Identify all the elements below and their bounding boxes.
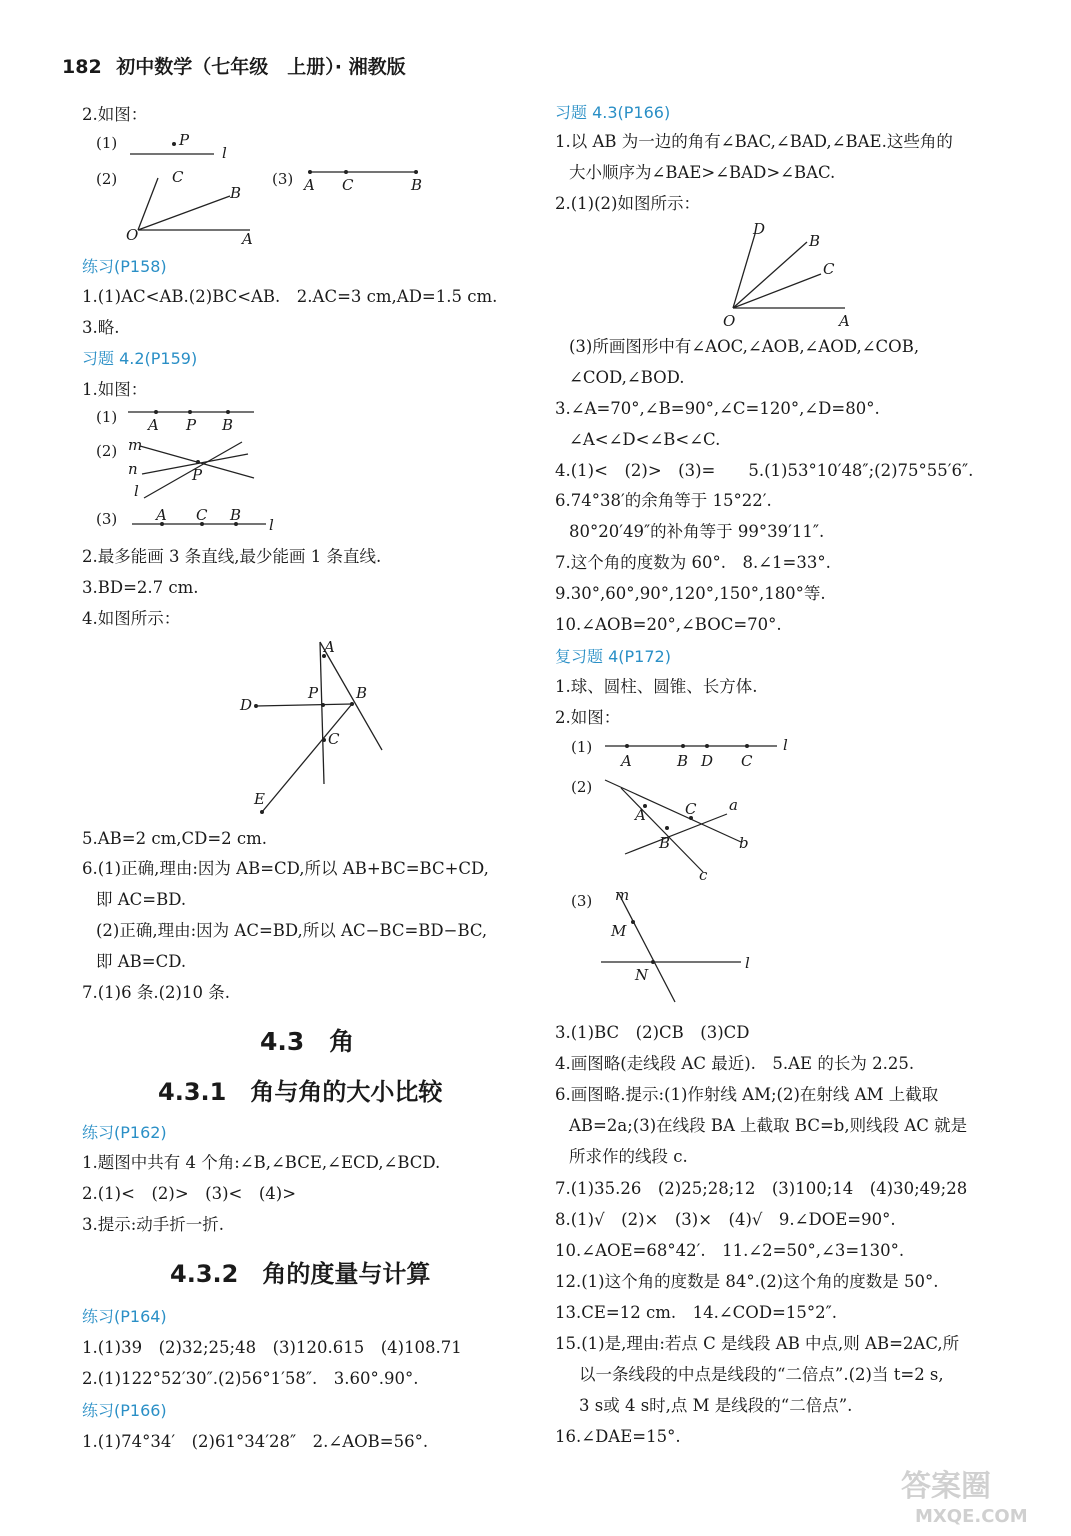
ex42-3: 3.BD=2.7 cm. <box>82 578 199 597</box>
fig3-a: A <box>324 638 335 656</box>
rev-8: 8.(1)√ (2)× (3)× (4)√ 9.∠DOE=90°. <box>555 1210 896 1229</box>
ex42-6d: 即 AB=CD. <box>96 952 187 971</box>
book-title: 初中数学（七年级 上册）· 湘教版 <box>116 56 406 78</box>
ex43-7: 7.这个角的度数为 60°. 8.∠1=33°. <box>555 553 831 572</box>
ex43-2d: ∠COD,∠BOD. <box>569 368 685 387</box>
fig5-c: C <box>741 752 753 770</box>
fig2-l: l <box>134 482 139 500</box>
section-p158: 练习(P158) <box>82 257 167 276</box>
page-number: 182 <box>62 56 102 78</box>
section-ex42: 习题 4.2(P159) <box>82 349 198 368</box>
ex43-4: 4.(1)< (2)> (3)= 5.(1)53°10′48″;(2)75°55′6″. <box>555 461 974 480</box>
ex42-2: 2.最多能画 3 条直线,最少能画 1 条直线. <box>82 547 382 566</box>
fig3-p: P <box>308 684 319 702</box>
rev-15a: 15.(1)是,理由:若点 C 是线段 AB 中点,则 AB=2AC,所 <box>555 1334 960 1353</box>
fig3-d: D <box>240 696 253 714</box>
rev-15c: 3 s或 4 s时,点 M 是线段的“二倍点”. <box>579 1396 853 1415</box>
ex43-1b: 大小顺序为∠BAE>∠BAD>∠BAC. <box>569 163 836 182</box>
ex43-3a: 3.∠A=70°,∠B=90°,∠C=120°,∠D=80°. <box>555 399 880 418</box>
fig5-2-line-a: a <box>729 796 738 814</box>
heading-4-3: 4.3 角 <box>260 1027 355 1056</box>
heading-4-3-1: 4.3.1 角与角的大小比较 <box>158 1078 443 1106</box>
fig2-a: A <box>148 416 159 434</box>
fig2-label-2: (2) <box>96 442 118 460</box>
rev-16: 16.∠DAE=15°. <box>555 1427 681 1446</box>
ex43-9: 9.30°,60°,90°,120°,150°,180°等. <box>555 584 826 603</box>
fig1-point-c: C <box>172 168 184 186</box>
ex43-6b: 80°20′49″的补角等于 99°39′11″. <box>569 522 825 541</box>
p158-1: 1.(1)AC<AB.(2)BC<AB. 2.AC=3 cm,AD=1.5 cm. <box>82 287 498 306</box>
fig2-n: n <box>128 460 138 478</box>
fig5-b: B <box>677 752 689 770</box>
fig2-3-c: C <box>196 506 208 524</box>
fig2-p2: P <box>192 466 203 484</box>
fig2-b: B <box>222 416 234 434</box>
figure-ex42-1 <box>82 402 382 542</box>
section-p162: 练习(P162) <box>82 1123 167 1142</box>
fig1-3-b: B <box>411 176 423 194</box>
fig1-label-3: (3) <box>272 170 294 188</box>
fig5-label-3: (3) <box>571 892 593 910</box>
fig2-label-1: (1) <box>96 408 118 426</box>
section-p166: 练习(P166) <box>82 1401 167 1420</box>
fig5-2-line-c: c <box>699 866 708 884</box>
rev-3: 3.(1)BC (2)CB (3)CD <box>555 1023 750 1042</box>
fig2-3-b: B <box>230 506 242 524</box>
rev-15b: 以一条线段的中点是线段的“二倍点”.(2)当 t=2 s, <box>579 1365 944 1384</box>
rev-2: 2.如图： <box>555 708 621 727</box>
fig1-point-o: O <box>126 226 139 244</box>
fig3-b: B <box>356 684 368 702</box>
fig1-3-a: A <box>304 176 315 194</box>
p162-1: 1.题图中共有 4 个角:∠B,∠BCE,∠ECD,∠BCD. <box>82 1153 441 1172</box>
section-p164: 练习(P164) <box>82 1307 167 1326</box>
ex42-1: 1.如图： <box>82 380 148 399</box>
p164-1: 1.(1)39 (2)32;25;48 (3)120.615 (4)108.71 <box>82 1338 462 1357</box>
fig5-3-l: l <box>745 954 750 972</box>
section-ex43: 习题 4.3(P166) <box>555 103 671 122</box>
fig5-label-1: (1) <box>571 738 593 756</box>
fig1-line-l: l <box>222 144 227 162</box>
fig5-l: l <box>783 736 788 754</box>
rev-12: 12.(1)这个角的度数是 84°.(2)这个角的度数是 50°. <box>555 1272 939 1291</box>
heading-4-3-2: 4.3.2 角的度量与计算 <box>170 1260 431 1288</box>
figure-ex43-2 <box>705 218 885 330</box>
fig5-3-point-m: M <box>611 922 627 940</box>
ex43-1a: 1.以 AB 为一边的角有∠BAC,∠BAD,∠BAE.这些角的 <box>555 132 953 151</box>
figure-ex42-4 <box>232 634 492 824</box>
fig5-3-point-n: N <box>635 966 649 984</box>
fig5-2-line-b: b <box>739 834 749 852</box>
ex42-6b: 即 AC=BD. <box>96 890 187 909</box>
figure-review-2 <box>555 732 855 1022</box>
fig5-label-2: (2) <box>571 778 593 796</box>
fig2-label-3: (3) <box>96 510 118 528</box>
ex42-6c: (2)正确,理由:因为 AC=BD,所以 AC−BC=BD−BC, <box>96 921 488 940</box>
fig2-p: P <box>186 416 197 434</box>
fig4-a: A <box>839 312 850 330</box>
p162-2: 2.(1)< (2)> (3)< (4)> <box>82 1184 297 1203</box>
rev-6a: 6.画图略.提示:(1)作射线 AM;(2)在射线 AM 上截取 <box>555 1085 939 1104</box>
q2-title: 2.如图： <box>82 105 148 124</box>
fig5-2-c: C <box>685 800 697 818</box>
fig4-o: O <box>723 312 736 330</box>
fig1-label-2: (2) <box>96 170 118 188</box>
fig5-3-m: m <box>615 886 630 904</box>
watermark-text-1: 答案圈 <box>901 1469 991 1504</box>
page-header <box>62 52 406 79</box>
rev-10: 10.∠AOE=68°42′. 11.∠2=50°,∠3=130°. <box>555 1241 905 1260</box>
fig5-2-a: A <box>635 806 646 824</box>
rev-1: 1.球、圆柱、圆锥、长方体. <box>555 677 758 696</box>
fig5-d: D <box>701 752 714 770</box>
rev-4: 4.画图略(走线段 AC 最近). 5.AE 的长为 2.25. <box>555 1054 915 1073</box>
fig1-3-c: C <box>342 176 354 194</box>
fig3-c: C <box>328 730 340 748</box>
fig5-2-b: B <box>659 834 671 852</box>
rev-13: 13.CE=12 cm. 14.∠COD=15°2″. <box>555 1303 838 1322</box>
fig5-a: A <box>621 752 632 770</box>
ex43-2: 2.(1)(2)如图所示： <box>555 194 700 213</box>
section-review: 复习题 4(P172) <box>555 647 671 666</box>
watermark-text-2: MXQE.COM <box>915 1506 1028 1527</box>
p158-3: 3.略. <box>82 318 120 337</box>
rev-6c: 所求作的线段 c. <box>569 1147 688 1166</box>
p164-2: 2.(1)122°52′30″.(2)56°1′58″. 3.60°.90°. <box>82 1369 419 1388</box>
p162-3: 3.提示:动手折一折. <box>82 1215 225 1234</box>
rev-7: 7.(1)35.26 (2)25;28;12 (3)100;14 (4)30;49;28 <box>555 1179 968 1198</box>
p166-1: 1.(1)74°34′ (2)61°34′28″ 2.∠AOB=56°. <box>82 1432 429 1451</box>
fig4-b: B <box>809 232 821 250</box>
fig1-point-p: P <box>179 131 190 149</box>
ex43-2c: (3)所画图形中有∠AOC,∠AOB,∠AOD,∠COB, <box>569 337 920 356</box>
fig1-point-b: B <box>230 184 242 202</box>
fig2-m: m <box>128 436 143 454</box>
ex42-6a: 6.(1)正确,理由:因为 AB=CD,所以 AB+BC=BC+CD, <box>82 859 489 878</box>
ex43-10: 10.∠AOB=20°,∠BOC=70°. <box>555 615 782 634</box>
fig1-label-1: (1) <box>96 134 118 152</box>
fig2-3-a: A <box>156 506 167 524</box>
fig3-e: E <box>254 790 265 808</box>
ex42-5: 5.AB=2 cm,CD=2 cm. <box>82 829 268 848</box>
ex42-4: 4.如图所示： <box>82 609 181 628</box>
watermark-logo <box>881 1460 1061 1530</box>
fig1-point-a: A <box>242 230 253 246</box>
fig4-d: D <box>753 220 766 238</box>
rev-6b: AB=2a;(3)在线段 BA 上截取 BC=b,则线段 AC 就是 <box>569 1116 968 1135</box>
ex42-7: 7.(1)6 条.(2)10 条. <box>82 983 230 1002</box>
fig2-3-l: l <box>269 516 274 534</box>
figure-points-lines <box>82 126 442 246</box>
ex43-6a: 6.74°38′的余角等于 15°22′. <box>555 491 772 510</box>
ex43-3b: ∠A<∠D<∠B<∠C. <box>569 430 721 449</box>
fig4-c: C <box>823 260 835 278</box>
